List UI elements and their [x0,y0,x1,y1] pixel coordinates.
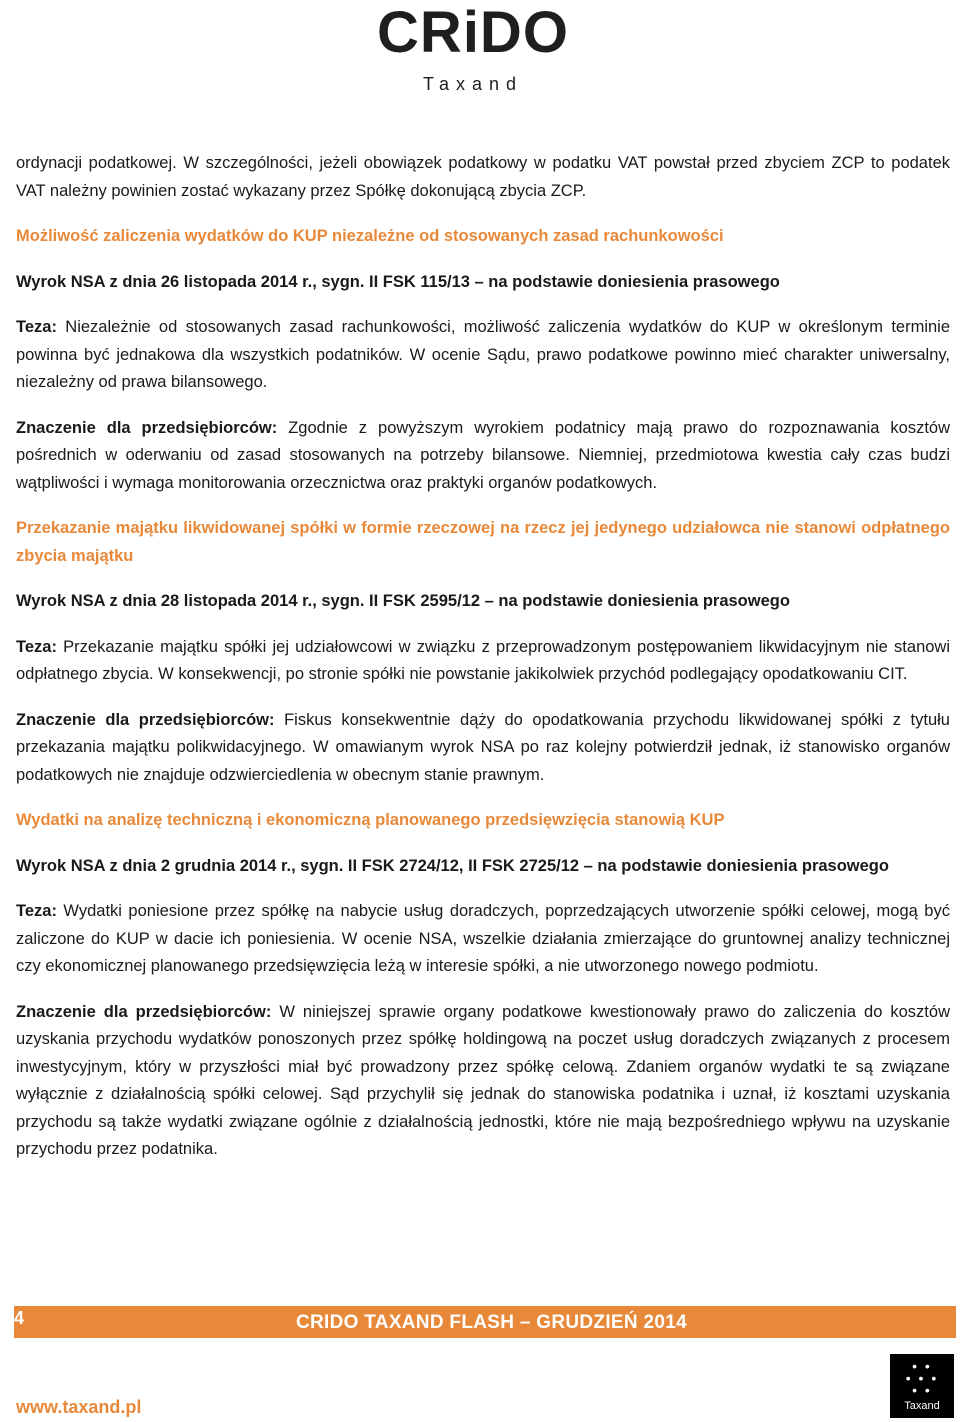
logo-wordmark: CRiDO [377,0,569,65]
significance-3 [16,999,950,1164]
ruling-line-1-rest: , sygn. II FSK 115/13 – na podstawie doniesienia prasowego [312,272,780,291]
ruling-line-3: Wyrok NSA z dnia 2 grudnia 2014 r., sygn. II FSK 2724/12, II FSK 2725/12 – na podstawie doniesienia prasowego [16,856,889,875]
thesis-text: Wydatki poniesione przez spółkę na nabycie usług doradczych, poprzedzających utworzenie spółki celowej, mogą być zaliczone do KUP w dacie ich poniesienia. W ocenie NSA, wszelkie działania zmierzające do gruntownej analizy technicznej czy ekonomicznej planowanego przedsięwzięcia leżą w interesie spółki, a nie utworzonego nowego podmiotu. [16,902,950,975]
section-heading-1: Możliwość zaliczenia wydatków do KUP niezależne od stosowanych zasad rachunkowości [16,227,724,245]
thesis-text: Niezależnie od stosowanych zasad rachunkowości, możliwość zaliczenia wydatków do KUP w określonym terminie powinna być jednakowa dla wszystkich podatników. W ocenie Sądu, prawo podatkowe powinno mieć charakter uniwersalny, niezależny od prawa bilansowego. [16,318,950,391]
thesis-text: Przekazanie majątku spółki jej udziałowcowi w związku z przeprowadzonym postępowaniem likwidacyjnym nie stanowi odpłatnego zbycia. W konsekwencji, po stronie spółki nie powstanie jakikolwiek przychód podlegający opodatkowaniu CIT. [16,637,950,683]
section-heading-3: Wydatki na analizę techniczną i ekonomiczną planowanego przedsięwzięcia stanowią KUP [16,811,725,829]
thesis-1 [16,314,950,397]
thesis-2 [16,634,950,689]
thesis-label: Teza: [16,902,57,920]
page-number: 4 [14,1308,25,1328]
thesis-label: Teza: [16,318,57,336]
significance-text: Zgodnie z powyższym wyrokiem podatnicy mają prawo do rozpoznawania kosztów pośrednich w oderwaniu od zasad stosowanych na potrzeby bilansowe. Niemniej, przedmiotowa kwestia cały czas budzi wątpliwości i wymaga monitorowania orzecznictwa oraz praktyki organów podatkowych. [16,418,951,492]
taxand-badge [890,1354,954,1418]
footer-url-link[interactable]: www.taxand.pl [16,1397,142,1417]
ruling-line-2: Wyrok NSA z dnia 28 listopada 2014 r., sygn. II FSK 2595/12 – na podstawie doniesienia prasowego [16,592,790,610]
significance-1 [16,415,950,498]
dots-icon: • • • • • • • [905,1358,939,1398]
significance-text: Fiskus konsekwentnie dąży do opodatkowania przychodu likwidowanej spółki z tytułu przekazania majątku polikwidacyjnego. W omawianym wyrok NSA po raz kolejny potwierdził jednak, iż stanowisko organów podatkowych nie znajduje odzwierciedlenia w obecnym stanie prawnym. [16,710,950,784]
significance-label: Znaczenie dla przedsiębiorców: [16,710,275,729]
ruling-line-1-prefix: Wyrok NSA z dnia 26 listopada 2014 r. [16,272,313,291]
ruling-line-1 [16,269,950,297]
paragraph-intro: ordynacji podatkowej. W szczególności, jeżeli obowiązek podatkowy w podatku VAT powstał przed zbyciem ZCP to podatek VAT należny powinien zostać wykazany przez Spółkę dokonującą zbycia ZCP. [16,154,950,200]
section-heading-2: Przekazanie majątku likwidowanej spółki w formie rzeczowej na rzecz jej jedynego udziałowca nie stanowi odpłatnego zbycia majątku [16,519,950,565]
significance-label: Znaczenie dla przedsiębiorców: [16,1002,272,1021]
significance-2 [16,707,950,790]
badge-label: Taxand [904,1400,940,1412]
crido-taxand-logo [368,2,578,98]
thesis-label: Teza: [16,637,57,656]
significance-text: W niniejszej sprawie organy podatkowe kwestionowały prawo do zaliczenia do kosztów uzyskania przychodu wydatków ponoszonych przez spółkę holdingową na poczet usług doradczych związanych z procesem inwestycyjnym, który w przyszłości miał być prowadzony przez spółkę celową. Zdaniem organów wydatki te są związane wyłącznie z działalnością spółki celowej. Sąd przychylił się jednak do stanowiska podatnika i uznał, iż kosztami uzyskania przychodu są także wydatki związane ogólnie z działalnością jednostki, które nie mają bezpośredniego wpływu na uzyskanie przychodu przez podatnika. [16,1002,950,1158]
logo-subtitle: Taxand [422,74,524,94]
significance-label: Znaczenie dla przedsiębiorców: [16,418,278,437]
article-body [16,150,950,1164]
footer-title: CRIDO TAXAND FLASH – GRUDZIEŃ 2014 [296,1312,687,1333]
thesis-3 [16,898,950,981]
